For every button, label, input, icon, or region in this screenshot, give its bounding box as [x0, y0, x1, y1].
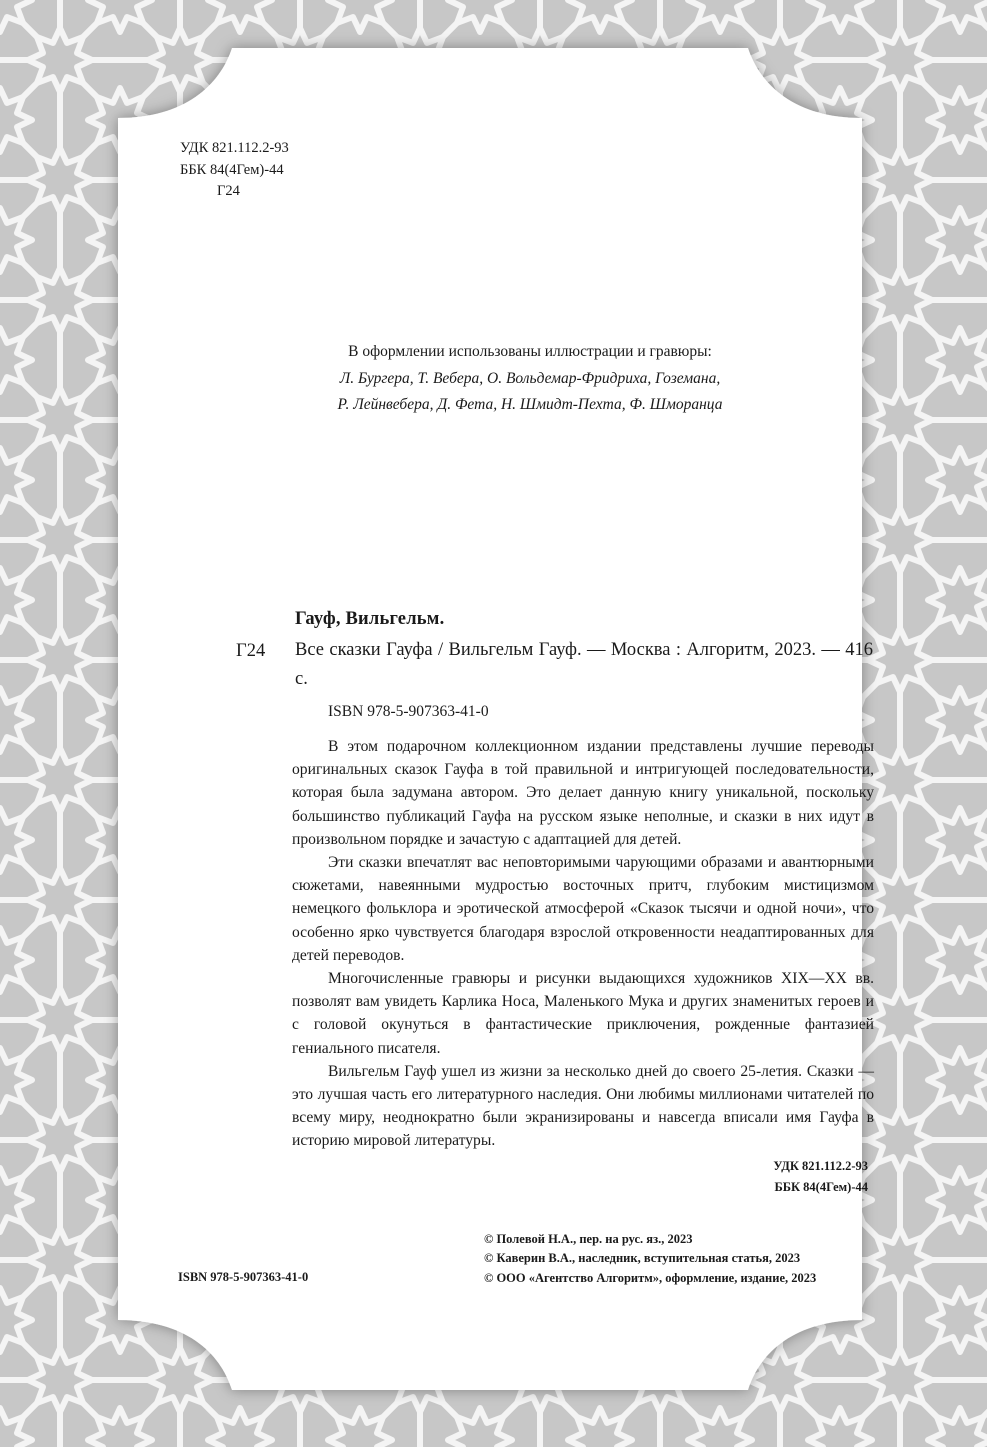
annotation-paragraph: Вильгельм Гауф ушел из жизни за несколько дней до своего 25-летия. Сказки — это лучшая часть его литературного наследия. Они любимы миллионами читателей по всему миру, неоднократно были экранизированы и навсегда вписали имя Гауфа в историю мировой литературы.: [292, 1062, 874, 1150]
record-author-mark: Г24: [236, 641, 266, 661]
artists-line-1: Л. Бургера, Т. Вебера, О. Вольдемар-Фридриха, Гоземана,: [339, 369, 721, 387]
annotation-paragraph: Многочисленные гравюры и рисунки выдающихся художников XIX—XX вв. позволят вам увидеть Карлика Носа, Маленького Мука и других знаменитых героев и с головой окунуться в фантастические приключения, рожденные фантазией гениального писателя.: [292, 970, 874, 1057]
copyright-line: © Каверин В.А., наследник, вступительная статья, 2023: [484, 1251, 801, 1266]
illustration-credits: [250, 339, 810, 419]
record-title: Все сказки Гауфа / Вильгельм Гауф. — Москва : Алгоритм, 2023. — 416 с.: [295, 640, 873, 689]
copyright-notices: [484, 1230, 816, 1288]
credits-intro: В оформлении использованы иллюстрации и гравюры:: [348, 343, 712, 360]
author-mark: Г24: [217, 183, 240, 199]
artists-line-2: Р. Лейнвебера, Д. Фета, Н. Шмидт-Пехта, Ф. Шморанца: [337, 396, 723, 413]
annotation: [292, 735, 874, 1153]
bbk-code-bottom: ББК 84(4Гем)-44: [774, 1180, 868, 1194]
record-author: Гауф, Вильгельм.: [295, 609, 445, 629]
catalog-codes-top: [180, 138, 289, 203]
copyright-line: © Полевой Н.А., пер. на рус. яз., 2023: [484, 1232, 693, 1246]
udk-code-bottom: УДК 821.112.2-93: [773, 1159, 868, 1173]
isbn-bottom: ISBN 978-5-907363-41-0: [178, 1270, 309, 1284]
bbk-code: ББК 84(4Гем)-44: [180, 161, 284, 178]
catalog-codes-bottom: [700, 1156, 868, 1198]
annotation-paragraph: Эти сказки впечатлят вас неповторимыми чарующими образами и авантюрными сюжетами, навеянными мудростью восточных притч, глубоким мистицизмом немецкого фольклора и эротической атмосферой «Сказок тысячи и одной ночи», что особенно ярко чувствуется благодаря взрослой откровенности неадаптированных для детей переводов.: [292, 854, 874, 964]
record-isbn: ISBN 978-5-907363-41-0: [328, 703, 489, 720]
udk-code: УДК 821.112.2-93: [180, 140, 289, 156]
annotation-paragraph: В этом подарочном коллекционном издании представлены лучшие переводы оригинальных сказок Гауфа в той правильной и интригующей последовательности, которая была задумана автором. Это делает данную книгу уникальной, поскольку большинство публикаций Гауфа на русском языке неполные, и сказки в них идут в произвольном порядке и зачастую с адаптацией для детей.: [292, 738, 874, 848]
copyright-line: © ООО «Агентство Алгоритм», оформление, издание, 2023: [484, 1270, 817, 1285]
